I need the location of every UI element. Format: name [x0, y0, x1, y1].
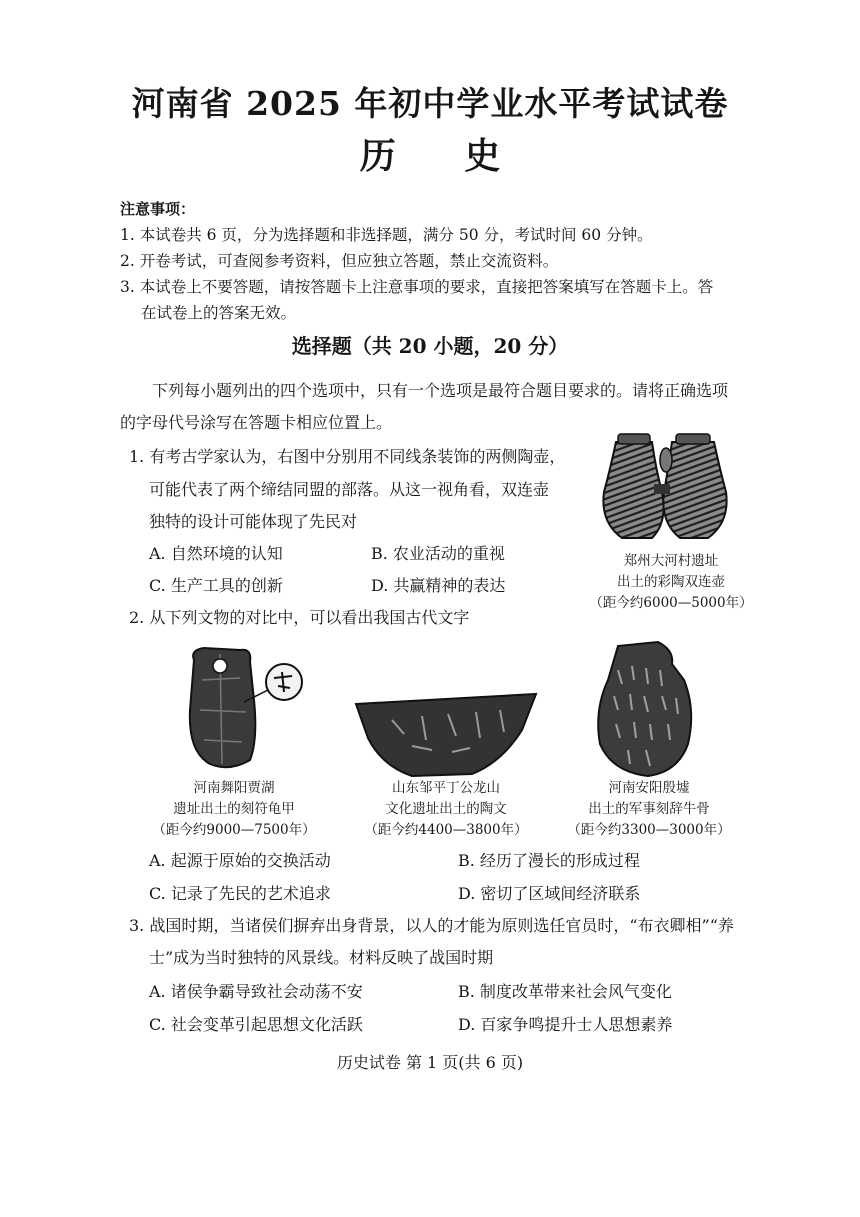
q2-caption3-line1: 河南安阳殷墟 — [608, 780, 690, 796]
q3-option-c[interactable]: C. 社会变革引起思想文化活跃 — [149, 1015, 363, 1034]
page-footer: 历史试卷 第 1 页(共 6 页) — [336, 1053, 524, 1072]
q2-stem: 2. 从下列文物的对比中，可以看出我国古代文字 — [129, 608, 470, 627]
q2-option-c[interactable]: C. 记录了先民的艺术追求 — [149, 884, 331, 903]
q2-caption2-line3: （距今约4400—3800年） — [364, 822, 528, 838]
q3-stem-line2: 士”成为当时独特的风景线。材料反映了战国时期 — [149, 948, 494, 967]
q1-caption-line3: （距今约6000—5000年） — [589, 595, 753, 611]
section-intro-line1: 下列每小题列出的四个选项中，只有一个选项是最符合题目要求的。请将正确选项 — [152, 381, 729, 400]
q3-option-a[interactable]: A. 诸侯争霸导致社会动荡不安 — [149, 982, 363, 1001]
q2-caption2-line2: 文化遗址出土的陶文 — [385, 801, 507, 817]
q3-stem-line1: 3. 战国时期，当诸侯们摒弃出身背景，以人的才能为原则选任官员时，“布衣卿相”“养 — [129, 916, 734, 935]
tortoise-shell-image — [180, 640, 315, 775]
section-intro-line2: 的字母代号涂写在答题卡相应位置上。 — [120, 413, 393, 432]
q2-caption2-line1: 山东邹平丁公龙山 — [392, 780, 500, 796]
q1-stem-line1: 1. 有考古学家认为，右图中分别用不同线条装饰的两侧陶壶， — [129, 447, 566, 466]
notice-item-3: 3. 本试卷上不要答题，请按答题卡上注意事项的要求，直接把答案填写在答题卡上。答 — [120, 278, 714, 296]
q2-caption1-line3: （距今约9000—7500年） — [152, 822, 316, 838]
q1-caption-line1: 郑州大河村遗址 — [623, 553, 719, 569]
q2-option-a[interactable]: A. 起源于原始的交换活动 — [149, 851, 331, 870]
q2-caption1-line2: 遗址出土的刻符龟甲 — [173, 801, 295, 817]
notice-item-2: 2. 开卷考试，可查阅参考资料，但应独立答题，禁止交流资料。 — [120, 252, 559, 270]
q3-option-b[interactable]: B. 制度改革带来社会风气变化 — [458, 982, 672, 1001]
q2-caption3-line2: 出土的军事刻辞牛骨 — [588, 801, 710, 817]
q1-option-c[interactable]: C. 生产工具的创新 — [149, 576, 283, 595]
q3-option-d[interactable]: D. 百家争鸣提升士人思想素养 — [458, 1015, 673, 1034]
q2-option-b[interactable]: B. 经历了漫长的形成过程 — [458, 851, 640, 870]
section-title: 选择题（共 20 小题，20 分） — [291, 334, 569, 358]
exam-title: 河南省 2025 年初中学业水平考试试卷 — [131, 84, 729, 123]
q1-stem-line2: 可能代表了两个缔结同盟的部落。从这一视角看，双连壶 — [149, 480, 550, 499]
q1-option-d[interactable]: D. 共赢精神的表达 — [371, 576, 506, 595]
q1-option-a[interactable]: A. 自然环境的认知 — [149, 544, 283, 563]
q2-caption1-line1: 河南舞阳贾湖 — [193, 780, 275, 796]
notice-item-1: 1. 本试卷共 6 页，分为选择题和非选择题，满分 50 分，考试时间 60 分钟。 — [120, 226, 653, 244]
q1-caption-line2: 出土的彩陶双连壶 — [617, 574, 725, 590]
q1-stem-line3: 独特的设计可能体现了先民对 — [149, 512, 358, 531]
pottery-inscription-image — [352, 690, 540, 780]
subject-title: 历 史 — [359, 135, 501, 177]
ox-bone-image — [588, 640, 704, 780]
notice-item-3-cont: 在试卷上的答案无效。 — [141, 304, 297, 322]
q2-option-d[interactable]: D. 密切了区域间经济联系 — [458, 884, 641, 903]
q1-option-b[interactable]: B. 农业活动的重视 — [371, 544, 505, 563]
notice-heading: 注意事项： — [120, 200, 196, 218]
q2-caption3-line3: （距今约3300—3000年） — [567, 822, 731, 838]
double-pot-image — [596, 430, 736, 545]
